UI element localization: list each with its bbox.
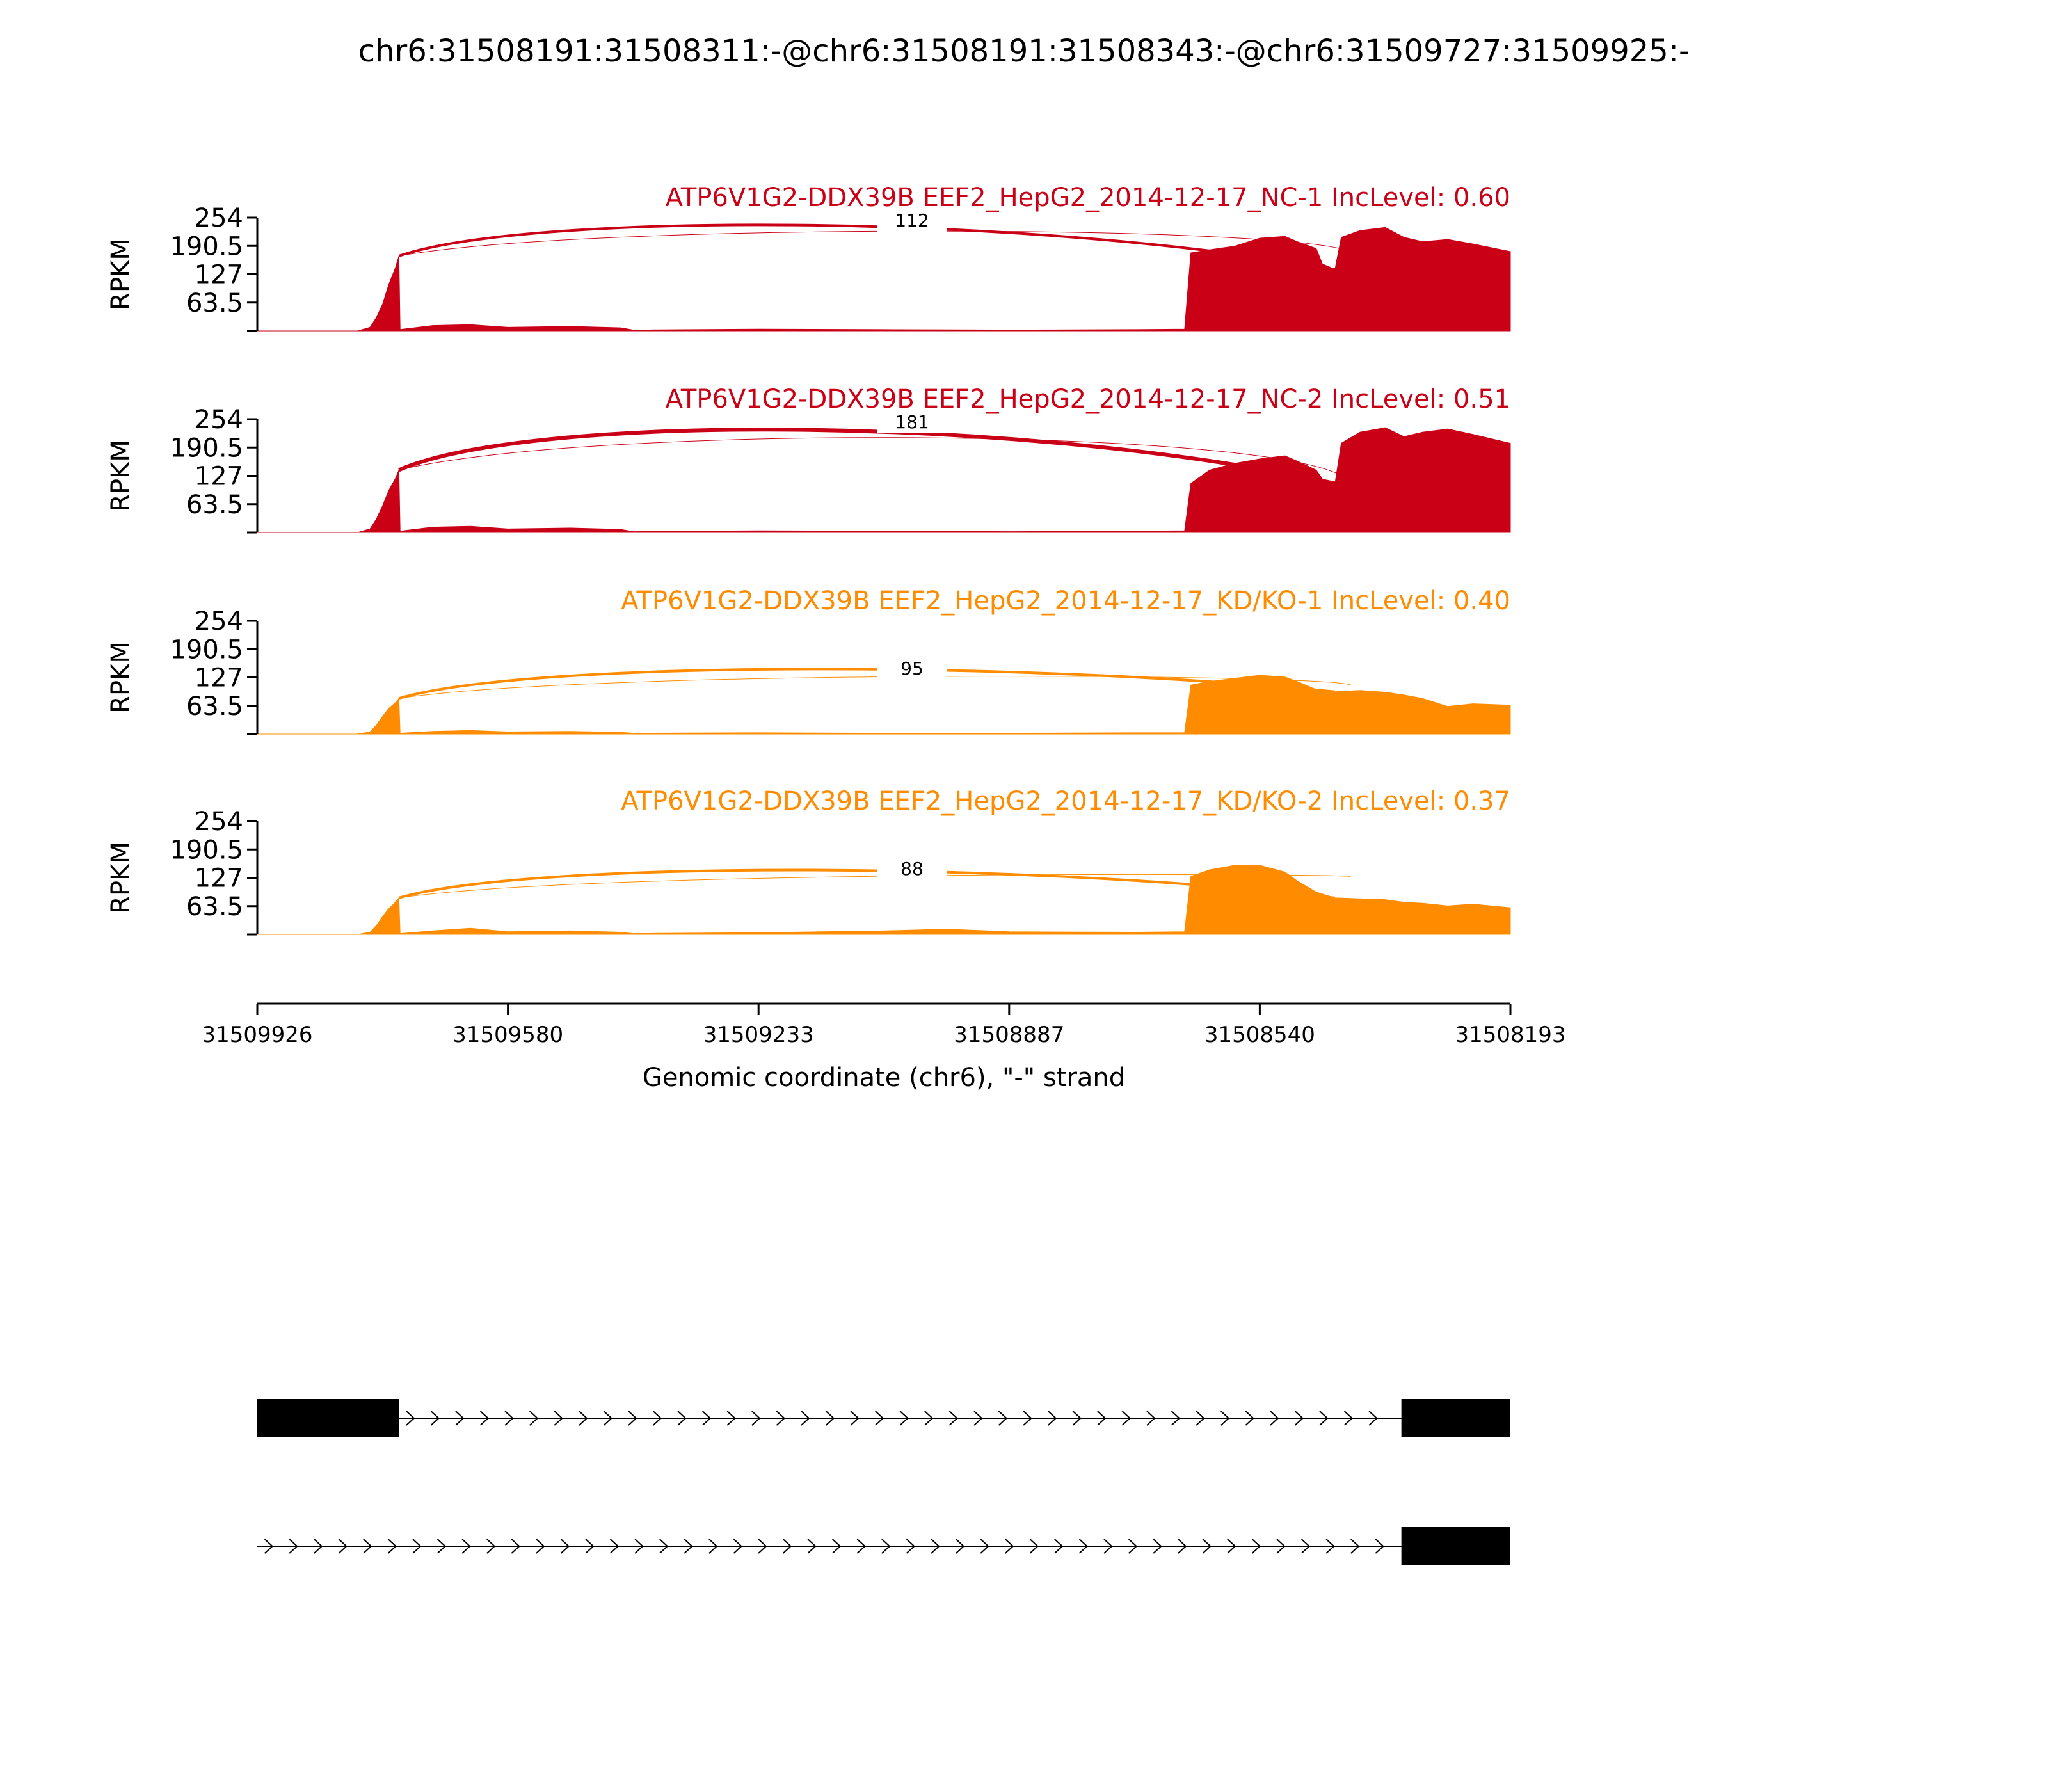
y-tick-label: 127 [194,863,243,893]
y-tick-label: 190.5 [170,232,243,262]
y-axis-title: RPKM [106,641,136,714]
junction-count: 112 [895,210,929,231]
coverage-area [257,675,1510,734]
x-axis-title: Genomic coordinate (chr6), "-" strand [642,1063,1126,1092]
panel-title: ATP6V1G2-DDX39B EEF2_HepG2_2014-12-17_NC-1 IncLevel: 0.60 [665,183,1510,212]
x-tick-label: 31509926 [202,1022,313,1048]
x-tick-label: 31508193 [1455,1022,1566,1048]
junction-count: 181 [895,412,929,433]
y-tick-label: 63.5 [186,892,243,922]
y-tick-label: 127 [194,461,243,492]
exon-block [257,1399,399,1437]
y-tick-label: 254 [194,204,243,233]
y-tick-label: 127 [194,260,243,290]
y-tick-label: 127 [194,663,243,693]
y-tick-label: 254 [194,807,243,836]
x-tick-label: 31508540 [1204,1022,1315,1048]
y-tick-label: 190.5 [170,635,243,665]
y-tick-label: 190.5 [170,835,243,865]
junction-count: 88 [900,858,924,879]
y-tick-label: 254 [194,607,243,636]
plot-title: chr6:31508191:31508311:-@chr6:31508191:31508343:-@chr6:31509727:31509925:- [358,33,1690,69]
y-axis-title: RPKM [106,238,136,310]
y-tick-label: 63.5 [186,288,243,318]
y-axis-title: RPKM [106,842,136,914]
y-tick-label: 190.5 [170,433,243,463]
x-tick-label: 31509233 [703,1022,814,1048]
panel-title: ATP6V1G2-DDX39B EEF2_HepG2_2014-12-17_KD/KO-2 IncLevel: 0.37 [621,787,1510,816]
y-tick-label: 63.5 [186,691,243,721]
panel-title: ATP6V1G2-DDX39B EEF2_HepG2_2014-12-17_NC-2 IncLevel: 0.51 [665,385,1510,414]
exon-block [1402,1527,1510,1565]
x-tick-label: 31509580 [452,1022,564,1048]
exon-block [1402,1399,1510,1437]
junction-count: 95 [900,658,924,679]
x-tick-label: 31508887 [954,1022,1065,1048]
y-axis-title: RPKM [106,440,136,512]
y-tick-label: 63.5 [186,490,243,520]
y-tick-label: 254 [194,405,243,435]
coverage-area [257,227,1510,331]
panel-title: ATP6V1G2-DDX39B EEF2_HepG2_2014-12-17_KD/KO-1 IncLevel: 0.40 [621,586,1510,616]
